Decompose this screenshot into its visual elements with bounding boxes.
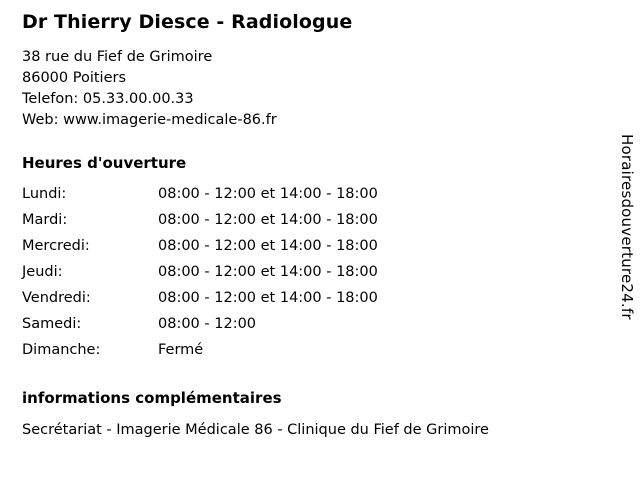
table-row	[22, 341, 378, 367]
table-row	[22, 315, 378, 341]
hours-day-label: Vendredi:	[22, 290, 91, 306]
address-block	[22, 47, 592, 131]
table-row	[22, 211, 378, 237]
side-watermark: Horairesdouverture24.fr	[618, 134, 636, 320]
hours-time-value: 08:00 - 12:00 et 14:00 - 18:00	[158, 212, 378, 228]
hours-time-value: 08:00 - 12:00 et 14:00 - 18:00	[158, 290, 378, 306]
address-line-city: 86000 Poitiers	[22, 70, 127, 86]
hours-day-label: Lundi:	[22, 186, 67, 202]
table-row	[22, 185, 378, 211]
hours-time-value: 08:00 - 12:00 et 14:00 - 18:00	[158, 238, 378, 254]
hours-day-label: Samedi:	[22, 316, 82, 332]
opening-hours-heading: Heures d'ouverture	[22, 154, 187, 172]
additional-info-heading: informations complémentaires	[22, 389, 282, 407]
table-row	[22, 289, 378, 315]
hours-day-label: Jeudi:	[22, 264, 63, 280]
hours-day-label: Mercredi:	[22, 238, 90, 254]
page-title: Dr Thierry Diesce - Radiologue	[22, 11, 353, 33]
hours-time-value: Fermé	[158, 342, 204, 358]
address-line-web: Web: www.imagerie-medicale-86.fr	[22, 112, 277, 128]
additional-info-text: Secrétariat - Imagerie Médicale 86 - Clinique du Fief de Grimoire	[22, 422, 489, 438]
hours-time-value: 08:00 - 12:00 et 14:00 - 18:00	[158, 186, 378, 202]
hours-time-value: 08:00 - 12:00	[158, 316, 257, 332]
table-row	[22, 237, 378, 263]
hours-day-label: Dimanche:	[22, 342, 101, 358]
hours-time-value: 08:00 - 12:00 et 14:00 - 18:00	[158, 264, 378, 280]
hours-day-label: Mardi:	[22, 212, 68, 228]
address-line-street: 38 rue du Fief de Grimoire	[22, 49, 213, 65]
document-content	[22, 10, 592, 440]
opening-hours-table	[22, 185, 378, 367]
table-row	[22, 263, 378, 289]
address-line-phone: Telefon: 05.33.00.00.33	[22, 91, 194, 107]
